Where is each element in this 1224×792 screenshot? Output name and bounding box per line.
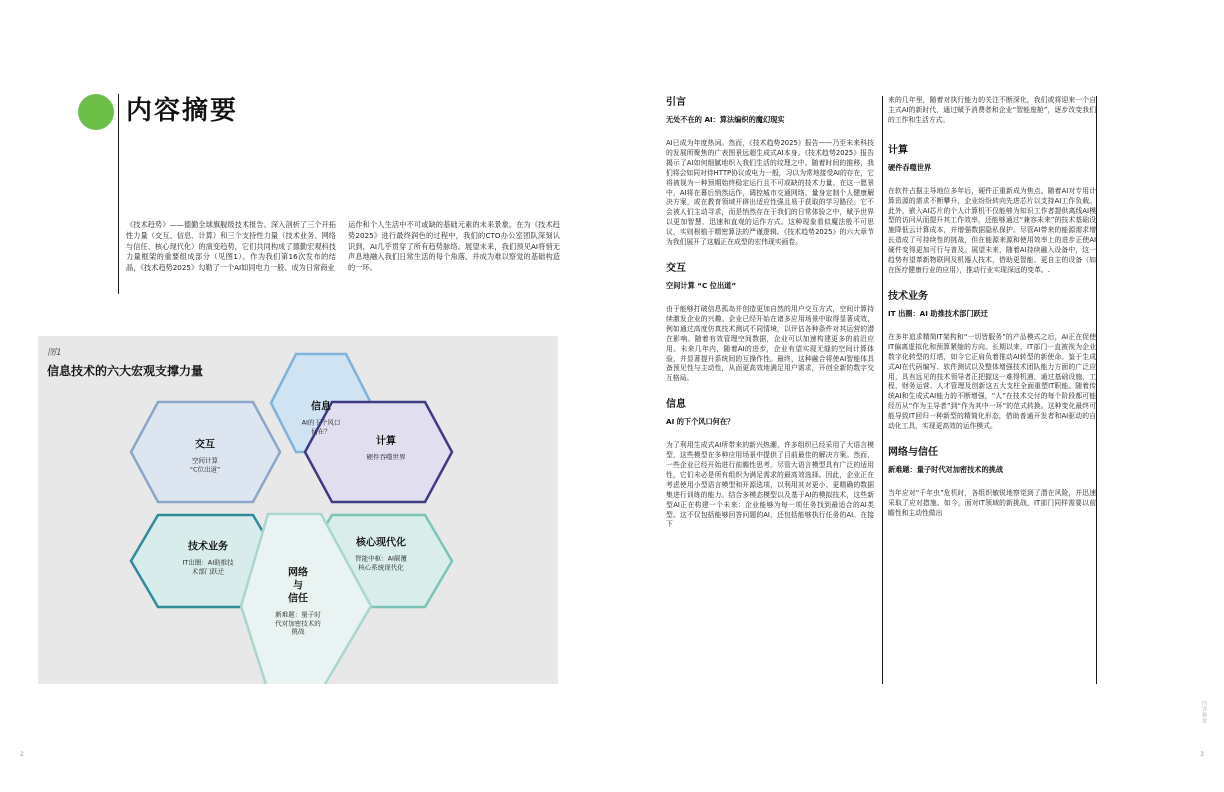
hex-interaction-label: 交互 空间计算 “C位出道” bbox=[189, 439, 221, 473]
hex-information-label: 信息 AI的下个风口 何在？ bbox=[301, 401, 341, 435]
section-subheading: IT 出圈：AI 助推技术部门跃迁 bbox=[888, 308, 988, 318]
section-subheading: 无处不在的 AI：算法编织的魔幻现实 bbox=[666, 115, 785, 124]
section-body: 为了利用生成式AI所带来的新兴热潮，许多组织已经采用了大语言模型，这些模型在多种应用场景中提供了目前最佳的解决方案。然而，一些企业已经开始进行前瞻性思考。尽管大语言模型具有广泛的适用性，它们未必是所有组织为满足需求的最高效选择。因此，企业正在考虑使用小型语言模型和开源选项，以利用其对更小、更精确的数据集进行训练的能力。结合多模态模型以及基于AI的模拟技术，这些新型AI正在构建一个未来：企业能够为每一项任务找到最适合的AI类型。这不仅包括能够回答问题的AI，还包括能够执行任务的AI。在接下 bbox=[666, 441, 874, 529]
section-compute bbox=[888, 144, 1096, 276]
intro-paragraph-1: 《技术趋势》——德勤全球旗舰级技术报告。深入剖析了三个开拓性力量（交互、信息、计算）和三个支持性力量（技术业务、网络与信任、核心现代化）的演变趋势，它们共同构成了德勤宏观科技力量框架的重要组成部分（见图1）。作为我们第16次发布的结晶，《技术趋势2025》勾勒了一个AI如同电力一般、成为日常商业 bbox=[126, 220, 336, 273]
column-divider bbox=[882, 96, 883, 684]
section-heading: 网络与信任 bbox=[888, 446, 938, 458]
title-divider bbox=[118, 94, 119, 294]
hex-tech-business-label: 技术业务 IT出圈：AI助推技 术部门跃迁 bbox=[182, 541, 234, 575]
side-tag: 内容摘要 bbox=[1201, 700, 1207, 724]
right-page bbox=[612, 0, 1224, 792]
section-body: 在多年追求精简IT架构和“一切皆服务”的产品模式之后，AI正在促使IT偏离虚拟化和预算紧缩的方向。长期以来，IT部门一直被视为企业数字化转型的灯塔，如今它正肩负着推动AI转型的新使命。鉴于生成式AI在代码编写、软件测试以及整体增强技术团队能力方面的广泛应用，具有远见的技术领导者正把握这一难得机遇，通过基础设施、工程、财务运营、人才管理及创新这五大支柱全面重塑IT职能。随着传统AI和生成式AI能力的不断增强，“人”在技术交付的每个阶段都可能经历从“作为主导者”到“作为其中一环”的范式转换。这种变化最终可能导致IT回归一种新型的精简化形态，借助普通开发者和AI驱动的自动化工具，实现更高效的运作模式。 bbox=[888, 332, 1096, 431]
section-tech-business bbox=[888, 290, 1096, 432]
hex-cyber-trust-label: 网络 与 信任 新难题：量子时 代对加密技术的 挑战 bbox=[275, 567, 321, 636]
section-heading: 信息 bbox=[666, 399, 686, 411]
section-intro bbox=[666, 96, 874, 248]
continued-text: 来的几年里，随着对执行能力的关注不断深化，我们或将迎来一个自主式AI的新时代，通过赋予消费者和企业“智能座舱”，逐步改变我们的工作和生活方式。 bbox=[888, 96, 1096, 124]
section-information bbox=[666, 398, 874, 530]
section-cyber-trust bbox=[888, 446, 1096, 519]
page-title: 内容摘要 bbox=[126, 96, 239, 126]
section-heading: 交互 bbox=[666, 262, 686, 274]
column-left bbox=[666, 96, 874, 544]
section-body: 由于能够打破信息孤岛并创造更加自然的用户交互方式，空间计算持续激发企业的兴趣。企业已经开始在诸多应用场景中取得显著成效，例如通过高度仿真技术测试不同情境，以评估各种条件对其运营的潜在影响。随着有效管理空间数据，企业可以加速构建更多的前沿应用。未来几年内，随着AI的进步，企业有望实现无缝的空间计算体验，并显著提升系统间的互操作性。最终，这种融合将使AI智能体具备预见性与主动性，从而更高效地满足用户需求，开创全新的数字交互格局。 bbox=[666, 304, 874, 383]
right-rule bbox=[1096, 96, 1097, 684]
section-heading: 技术业务 bbox=[888, 290, 928, 302]
section-subheading: 空间计算 “C 位出道” bbox=[666, 280, 737, 290]
section-subheading: 硬件吞噬世界 bbox=[888, 162, 932, 172]
hex-core-modernization-label: 核心现代化 智能中枢：AI颠覆 核心系统现代化 bbox=[355, 537, 407, 571]
column-right bbox=[888, 96, 1096, 533]
section-subheading: AI 的下个风口何在？ bbox=[666, 417, 735, 427]
intro-paragraph-2: 运作和个人生活中不可或缺的基础元素的未来景象。在为《技术趋势2025》进行最终润色的过程中，我们的CTO办公室团队深刻认识到，AI几乎贯穿了所有趋势脉络。展望未来，我们预见AI将悄无声息地融入我们日常生活的每个角落，并成为难以察觉的基础构造的一环。 bbox=[348, 220, 560, 273]
title-dot-icon bbox=[78, 94, 114, 130]
page-number-left: 2 bbox=[20, 751, 24, 758]
hex-compute-label: 计算 硬件吞噬世界 bbox=[366, 435, 406, 461]
section-heading: 计算 bbox=[888, 144, 908, 156]
figure-label: 图1 bbox=[47, 348, 62, 358]
section-body: 在软件占据主导地位多年后，硬件正重新成为焦点。随着AI对专用计算资源的需求不断攀升，企业纷纷转向先进芯片以支持AI工作负载。此外，嵌入AI芯片的个人计算机不仅能够为知识工作者提供离线AI模型的访问从而提升其工作效率，还能够通过“兼容未来”的技术基础设施降低云计算成本，并增强数据隐私保护。尽管AI带来的能源需求增长造成了可持续性的挑战，但在能源来源和使用效率上的进步正使AI硬件变得更加可行与普及。展望未来，随着AI持续融入设备中，这一趋势有望革新物联网及机器人技术，借助更智能、更自主的设备（如在医疗健康行业的应用），推动行业实现深远的变革。. bbox=[888, 186, 1096, 274]
section-body: AI已成为年度热词。然而，《技术趋势2025》报告——乃至未来科技的发展所聚焦的广表图景远超生成式AI本身。《技术趋势2025》报告揭示了AI如何细腻地织入我们生活的纹理之中。随着时间的推移，我们将会如同对待HTTP协议或电力一般，习以为常地接受AI的存在，它将被视为一种预期始终稳定运行且不可或缺的技术力量。在这一愿景中，AI将在幕后悄然运作，调控城市交通网络、量身定制个人健康解决方案，或在教育领域开辟出适应性强且易于获取的学习路径。它不会被人们主动寻求，而是悄然存在于我们的日常体验之中，赋予世界以更加智慧、迅速和直观的运作方式。这种现象看似魔法般不可思议，实则根植于精密算法的严谨逻辑。《技术趋势2025》的六大章节为我们展开了这幅正在成型的宏伟现实画卷。 bbox=[666, 139, 874, 247]
figure-1 bbox=[38, 336, 558, 684]
section-body: 当年应对“千年虫”危机时，各组织敏锐地察觉到了潜在风险，并迅速采取了应对措施。如今，面对IT领域的新挑战，IT部门同样需要以前瞻性和主动性做出 bbox=[888, 488, 1096, 517]
section-subheading: 新难题：量子时代对加密技术的挑战 bbox=[888, 464, 1004, 474]
figure-title: 信息技术的六大宏观支撑力量 bbox=[47, 364, 204, 378]
page-number-right: 3 bbox=[1200, 751, 1204, 758]
section-interaction bbox=[666, 262, 874, 384]
section-heading: 引言 bbox=[666, 97, 686, 108]
